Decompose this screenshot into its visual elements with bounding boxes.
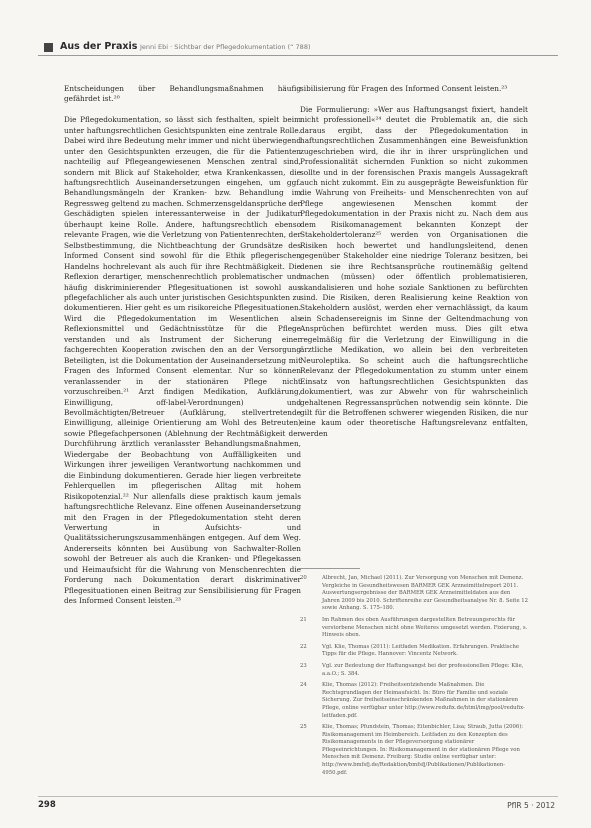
footer-rule <box>38 796 558 797</box>
footnote-number: 24 <box>300 682 307 689</box>
footnote-number: 20 <box>300 575 307 581</box>
footnote <box>300 663 528 678</box>
footnote-number: 25 <box>300 724 307 731</box>
footnote-text: Vgl. zur Bedeutung der Haftungsangst bei der professionellen Pflege: Klie, a.a.O.; S. 384. <box>322 662 524 677</box>
footnote-text: Im Rahmen des oben Ausführungen dargestellten Betreuungsrechts für verstorbene Menschen nicht ohne Weiteres umgesetzt werden. Fixierung, s. Hinweis oben. <box>322 616 528 639</box>
page-number: 298 <box>38 800 56 810</box>
footnotes <box>300 568 528 781</box>
footnote-text: Klie, Thomas (2012): Freiheitsentziehende Maßnahmen. Die Rechtsgrundlagen der Heimaufsicht. In: Büro für Familie und soziale Sicherung. Zur freiheitseinschränkenden Maßnahmen in der stationären Pflege, online verfügbar unter http://www.redufix.de/html/img/pool/redufix-leitfaden.pdf. <box>322 682 525 719</box>
footnote-text: Vgl. Klie, Thomas (2011): Leitfaden Medikation. Erfahrungen. Praktische Tipps für die Pflege. Hannover: Vincentz Network. <box>322 643 520 658</box>
footnote <box>300 644 528 659</box>
paragraph: Die Pflegedokumentation, so lässt sich festhalten, spielt beim unter haftungsrechtlichen Gesichtspunkten eine zentrale Rolle. Dabei wird ihre Bedeutung mehr immer und nicht überwiegend unter den Gesichtspunkten erzeugen, die für die Patienten nachteilig auf Pflegeangewiesenen Menschen zentral sind, sondern mit Blick auf Stakeholder, etwa Krankenkassen, die haftungsrechtlich Auseinandersetzungen eingehen, um ggf. Behandlungsmängeln der Kranken- bzw. Behandlung im Regressweg geltend zu machen. Schmerzensgeldansprüche der Geschädigten spielen interessanterweise in der Judikatur überhaupt keine Rolle. Andere, haftungsrechtlich ebenso relevante Fragen, wie die Verletzung von Patientenrechten, der Selbstbestimmung, die Nichtbeachtung der Grundsätze des Informed Consent sind sowohl für die Ethik pflegerischen Handelns hochrelevant als auch für ihre Rechtmäßigkeit. Die Reflexion derartiger, menschenrechtlich problematischer und häufig diskriminierender Pflegesituationen ist sowohl aus pflegefachlicher als auch unter juristischen Gesichtspunkten zu dokumentieren. Hier geht es um risikoreiche Pflegesituationen. Wird die Pflegedokumentation im Wesentlichen als Reflexionsmittel und Gedächtnisstütze für die Pflege verstanden und als Instrument der Sicherung einer fachgerechten Kooperation zwischen den an der Versorgung Beteiligten, ist die Dokumentation der Auseinandersetzung mit Fragen des Informed Consent elementar. Nur so können veranlassender in der stationären Pflege nicht vorzuschreiben.²¹ Arzt findigen Medikation, Aufklärung, Einwilligung, off-label-Verordnungen) und Bevollmächtigten/Betreuer (Aufklärung, stellvertretende Einwilligung, alleinige Orientierung am Wohl des Betreuten) sowie Pflegefachpersonen (Ablehnung der Rechtmäßigkeit der Durchführung ärztlich veranlasster Behandlungsmaßnahmen, Wiedergabe der Beobachtung von Auffälligkeiten und Wirkungen ihrer jeweiligen Verantwortung nachkommen und die Einbindung dokumentieren. Gerade hier liegen verbreitete Fehlerquellen im pflegerischen Alltag mit hohem Risikopotenzial.²² Nur allenfalls diese praktisch kaum jemals haftungsrechtliche Relevanz. Eine offenen Auseinandersetzung mit den Fragen in der Pflegedokumentation steht deren Verwertung in Aufsichts- und Qualitätssicherungszusammenhängen entgegen. Auf dem Weg. Andererseits könnten bei Ausübung von Sachwalter-Rollen sowohl der Betreuer als auch die Kranken- und Pflegekassen und Heimaufsicht für die Wahrung von Menschenrechten die Forderung nach Dokumentation derart diskriminativer Pflegesituationen einen Beitrag zur Sensibilisierung für Fragen des Informed Consent leisten.²³ <box>64 115 301 606</box>
footnote-text: Albrecht, Jan, Michael (2011). Zur Versorgung von Menschen mit Demenz. Vergleiche in Gesundheitswesen BARMER GEK Arzneimittelreport 2011. Auswertungsergebnisse der BARMER GEK Arzneimitteldaten aus den Jahren 2009 bis 2010. Schriftenreihe zur Gesundheitsanalyse Nr. 8. Seite 12 sowie Anhang. S. 175–180. <box>322 575 528 612</box>
journal-issue: PflR 5 · 2012 <box>507 801 555 810</box>
footnote-number: 22 <box>300 643 307 650</box>
footnote-rule <box>300 568 360 569</box>
footnote-text: Klie, Thomas; Pfundstein, Thomas; Eitenbichler, Lisa; Straub, Jutta (2006): Risikomanagement im Heimbereich. Leitfaden zu den Konzepten des Risikomanagements in der Pflegeversorgung stationärer Pflegeeinrichtungen. In: Risikomanagement in der stationären Pflege von Menschen mit Demenz. Freiburg: Studie online verfügbar unter: http://www.bmfsfj.de/Redaktion/bmfsfj/Publikationen/Publikationen-4950.pdf. <box>322 724 524 776</box>
footnote <box>300 682 528 720</box>
footnote-number: 21 <box>300 616 307 623</box>
section-title: Aus der Praxis <box>60 41 138 52</box>
paragraph: Die Formulierung: »Wer aus Haftungsangst fixiert, handelt nicht professionell«²⁴ deutet die Problematik an, die sich daraus ergibt, dass der Pflegedokumentation in haftungsrechtlichen Zusammenhängen eine Beweisfunktion zugeschrieben wird, die ihr in ihrer ursprünglichen und Professionalität sichernden Funktion so nicht zukommen sollte und in der forensischen Praxis mangels Aussagekraft auch nicht zukommt. Ein zu ausgeprägte Beweisfunktion für die Wahrung von Freiheits- und Menschenrechten von auf Pflege angewiesenen Menschen kommt der Pflegedokumentation in der Praxis nicht zu. Nach dem aus dem Risikomanagement bekannten Konzept der Stakeholdertoleranz²⁵ werden von Organisationen die Risiken hoch bewertet und handlungsleitend, denen gegenüber Stakeholder eine niedrige Toleranz besitzen, bei denen sie ihre Rechtsansprüche routinemäßig geltend machen (müssen) oder öffentlich problematisieren, skandalisieren und hohe soziale Sanktionen zu befürchten sind. Die Risiken, deren Realisierung keine Reaktion von Stakeholdern auslöst, werden eher vernachlässigt, da kaum ein Schadensereignis im Sinne der Geltendmachung von Ansprüchen befürchtet werden muss. Dies gilt etwa regelmäßig für die Verletzung der Einwilligung in die ärztliche Medikation, wo allein bei den verbreiteten Neuroleptika. So scheint auch die haftungsrechtliche Relevanz der Pflegedokumentation zu stumm unter einem Einsatz von haftungsrechtlichen Gesichtspunkten das dokumentiert, was zur Abwehr von für wahrscheinlich gehaltenen Regressansprüchen notwendig sein könnte. Die gilt für die Betroffenen schwerer wiegenden Risiken, die nur eine kaum oder theoretische Haftungsrelevanz entfalten, werden <box>300 104 528 438</box>
paragraph: Entscheidungen über Behandlungsmaßnahmen häufig gefährdet ist.²⁰ <box>64 84 301 104</box>
paragraph: sibilisierung für Fragen des Informed Consent leisten.²³ <box>300 84 508 93</box>
running-head: Jenni Ebi · Sichtbar der Pflegedokumentation (“ 788) <box>140 43 311 51</box>
footnote <box>300 724 528 777</box>
left-column <box>64 84 301 617</box>
header-marker-icon <box>44 43 53 52</box>
right-column <box>300 84 528 450</box>
footnote <box>300 617 528 640</box>
footnote-number: 23 <box>300 662 307 669</box>
footnote <box>300 575 528 613</box>
